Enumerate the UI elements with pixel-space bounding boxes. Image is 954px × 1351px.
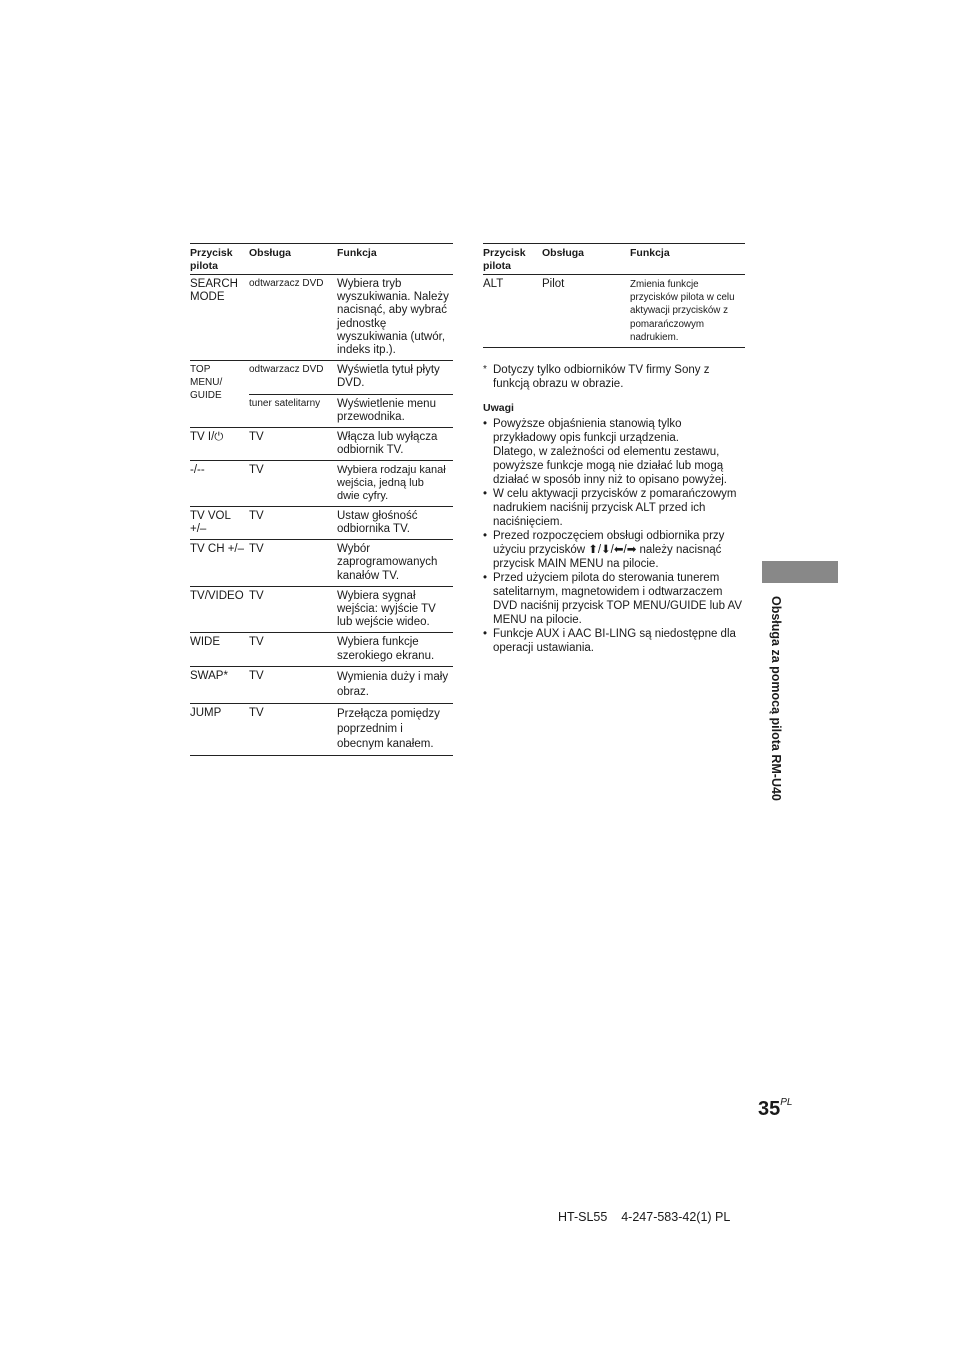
- note-text: Prezed rozpoczęciem obsługi odbiornika przy użyciu przycisków ⬆/⬇/⬅/➡ należy nacisnąć przycisk MAIN MENU na pilocie.: [493, 530, 725, 570]
- cell-button: TV I/⏻: [190, 428, 249, 461]
- cell-button: JUMP: [190, 703, 249, 755]
- list-item: [483, 487, 745, 529]
- note-text: • Powyższe objaśnienia stanowią tylko przykładowy opis funkcji urządzenia.: [493, 418, 682, 444]
- cell-operation: TV: [249, 461, 337, 506]
- table-row: [190, 428, 453, 461]
- cell-button: TV/VIDEO: [190, 586, 249, 633]
- notes-section: [483, 363, 745, 655]
- notes-heading: Uwagi: [483, 402, 514, 414]
- cell-operation: TV: [249, 540, 337, 587]
- cell-function: Wybór zaprogramowanych kanałów TV.: [337, 540, 453, 587]
- table-row: [483, 275, 745, 348]
- header-function: Funkcja: [337, 244, 453, 275]
- page-language: PL: [780, 1097, 793, 1108]
- list-item: [483, 571, 745, 627]
- table-header-row: [190, 244, 453, 275]
- cell-operation: TV: [249, 703, 337, 755]
- cell-button: SWAP*: [190, 666, 249, 703]
- header-function: Funkcja: [630, 244, 745, 275]
- table-row: [190, 361, 453, 394]
- cell-operation: odtwarzacz DVD: [249, 275, 337, 361]
- header-button: Przycisk pilota: [190, 244, 249, 275]
- list-item: [483, 417, 745, 487]
- footnote: [483, 363, 745, 391]
- note-text: Przed użyciem pilota do sterowania tunerem satelitarnym, magnetowidem i odtwarzaczem DVD naciśnij przycisk TOP MENU/GUIDE lub AV MENU na pilocie.: [493, 572, 743, 626]
- table-row: [190, 703, 453, 755]
- cell-function: Wymienia duży i mały obraz.: [337, 666, 453, 703]
- cell-operation: TV: [249, 586, 337, 633]
- table-row: [190, 666, 453, 703]
- notes-list: [483, 417, 745, 655]
- header-operation: Obsługa: [542, 244, 630, 275]
- cell-function: Wybiera tryb wyszukiwania. Należy nacisnąć, aby wybrać jednostkę wyszukiwania (utwór, indeks itp.).: [337, 275, 453, 361]
- table-row: [190, 586, 453, 633]
- footer-model-code: HT-SL55 4-247-583-42(1) PL: [558, 1210, 731, 1224]
- cell-function: Włącza lub wyłącza odbiornik TV.: [337, 428, 453, 461]
- note-text: W celu aktywacji przycisków z pomarańczowym nadrukiem naciśnij przycisk ALT przed ich naciśnięciem.: [493, 488, 737, 528]
- note-text-continued: Dlatego, w zależności od elementu zestawu, powyższe funkcje mogą nie działać lub mogą działać w sposób inny niż to opisano powyżej.: [493, 446, 727, 486]
- cell-button: WIDE: [190, 633, 249, 666]
- table-row: [190, 633, 453, 666]
- header-button: Przycisk pilota: [483, 244, 542, 275]
- right-function-table: [483, 243, 745, 348]
- cell-button: -/--: [190, 461, 249, 506]
- cell-button: TOP MENU/ GUIDE: [190, 361, 249, 428]
- cell-operation: TV: [249, 428, 337, 461]
- page-number: [758, 1097, 792, 1121]
- table-row: [190, 461, 453, 506]
- cell-function: Wybiera funkcje szerokiego ekranu.: [337, 633, 453, 666]
- cell-operation: TV: [249, 633, 337, 666]
- cell-function: Wyświetlenie menu przewodnika.: [337, 394, 453, 427]
- cell-button: ALT: [483, 275, 542, 348]
- list-item: [483, 627, 745, 655]
- cell-operation: TV: [249, 666, 337, 703]
- cell-button: TV CH +/–: [190, 540, 249, 587]
- header-operation: Obsługa: [249, 244, 337, 275]
- footnote-mark: *: [483, 364, 487, 375]
- cell-operation: odtwarzacz DVD: [249, 361, 337, 394]
- left-function-table: [190, 243, 453, 756]
- page-number-value: 35: [758, 1098, 781, 1120]
- table-row: [190, 506, 453, 539]
- list-item: [483, 529, 745, 571]
- section-label: Obsługa za pomocą pilota RM-U40: [769, 596, 783, 801]
- cell-function: Ustaw głośność odbiornika TV.: [337, 506, 453, 539]
- cell-operation: Pilot: [542, 275, 630, 348]
- cell-function: Wybiera rodzaju kanał wejścia, jedną lub dwie cyfry.: [337, 461, 453, 506]
- section-tab: [762, 561, 838, 583]
- cell-operation: tuner satelitarny: [249, 394, 337, 427]
- table-row: [190, 275, 453, 361]
- cell-function: Zmienia funkcje przycisków pilota w celu aktywacji przycisków z pomarańczowym nadrukiem.: [630, 275, 745, 348]
- cell-button: SEARCH MODE: [190, 275, 249, 361]
- table-row: [190, 540, 453, 587]
- cell-function: Wybiera sygnał wejścia: wyjście TV lub wejście wideo.: [337, 586, 453, 633]
- cell-function: Wyświetla tytuł płyty DVD.: [337, 361, 453, 394]
- cell-button: TV VOL +/–: [190, 506, 249, 539]
- table-header-row: [483, 244, 745, 275]
- footnote-text: Dotyczy tylko odbiorników TV firmy Sony z funkcją obrazu w obrazie.: [493, 364, 710, 390]
- cell-function: Przełącza pomiędzy poprzednim i obecnym kanałem.: [337, 703, 453, 755]
- note-text: Funkcje AUX i AAC BI-LING są niedostępne dla operacji ustawiania.: [493, 628, 736, 654]
- cell-operation: TV: [249, 506, 337, 539]
